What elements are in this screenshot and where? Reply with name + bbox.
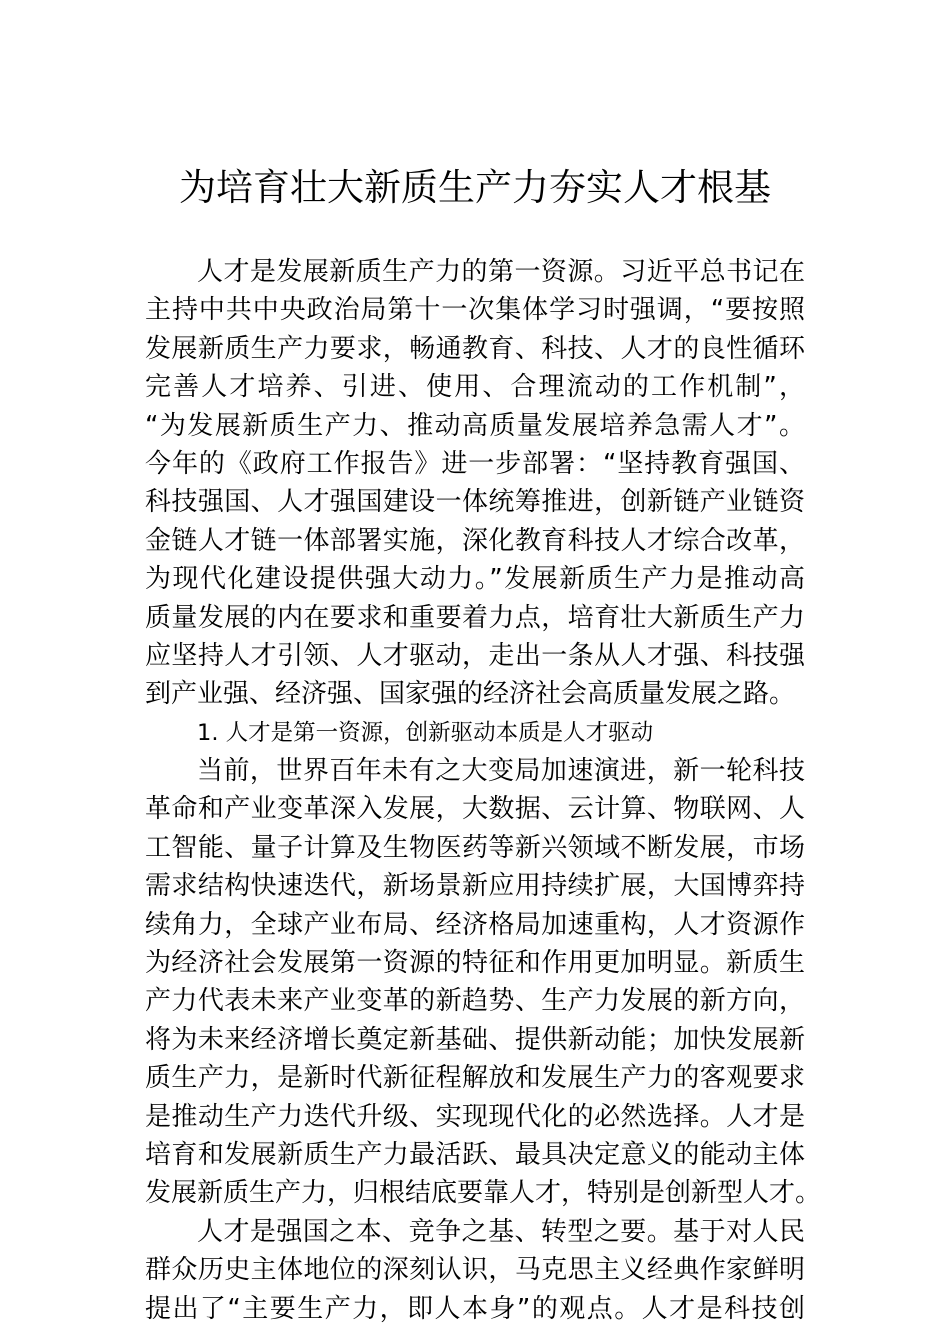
text-line: 今年的《政府工作报告》进一步部署：“坚持教育强国、	[145, 448, 805, 479]
text-line: 应坚持人才引领、人才驱动，走出一条从人才强、科技强	[145, 640, 805, 671]
text-line: 质生产力，是新时代新征程解放和发展生产力的客观要求	[145, 1063, 805, 1094]
text-line: 革命和产业变革深入发展，大数据、云计算、物联网、人	[145, 794, 805, 825]
text-line: 为经济社会发展第一资源的特征和作用更加明显。新质生	[145, 948, 805, 979]
text-line: “为发展新质生产力、推动高质量发展培养急需人才”。	[145, 410, 805, 441]
text-line: 群众历史主体地位的深刻认识，马克思主义经典作家鲜明	[145, 1255, 805, 1286]
text-line: 到产业强、经济强、国家强的经济社会高质量发展之路。	[145, 679, 796, 710]
text-line: 提出了“主要生产力，即人本身”的观点。人才是科技创	[145, 1293, 805, 1324]
text-line: 工智能、量子计算及生物医药等新兴领域不断发展，市场	[145, 832, 805, 863]
text-line: 主持中共中央政治局第十一次集体学习时强调，“要按照	[145, 295, 805, 326]
text-line: 当前，世界百年未有之大变局加速演进，新一轮科技	[197, 756, 805, 787]
text-line: 科技强国、人才强国建设一体统筹推进，创新链产业链资	[145, 487, 805, 518]
text-line: 为现代化建设提供强大动力。”发展新质生产力是推动高	[145, 564, 805, 595]
section-heading: 1. 人才是第一资源，创新驱动本质是人才驱动	[197, 719, 654, 746]
document-body	[145, 253, 822, 1328]
text-line: 人才是发展新质生产力的第一资源。习近平总书记在	[197, 257, 805, 287]
text-line: 质量发展的内在要求和重要着力点，培育壮大新质生产力	[145, 602, 805, 633]
text-line: 人才是强国之本、竞争之基、转型之要。基于对人民	[197, 1216, 805, 1247]
document-title: 为培育壮大新质生产力夯实人才根基	[179, 166, 771, 209]
text-line: 续角力，全球产业布局、经济格局加速重构，人才资源作	[145, 909, 805, 940]
text-line: 需求结构快速迭代，新场景新应用持续扩展，大国博弈持	[145, 871, 805, 902]
text-line: 将为未来经济增长奠定新基础、提供新动能；加快发展新	[145, 1024, 805, 1055]
text-line: 发展新质生产力，归根结底要靠人才，特别是创新型人才。	[145, 1178, 822, 1209]
text-line: 产力代表未来产业变革的新趋势、生产力发展的新方向，	[145, 986, 805, 1017]
text-line: 发展新质生产力要求，畅通教育、科技、人才的良性循环	[145, 333, 805, 364]
text-line: 是推动生产力迭代升级、实现现代化的必然选择。人才是	[145, 1101, 805, 1132]
text-line: 金链人才链一体部署实施，深化教育科技人才综合改革，	[145, 525, 805, 556]
text-line: 培育和发展新质生产力最活跃、最具决定意义的能动主体	[145, 1139, 805, 1170]
text-line: 完善人才培养、引进、使用、合理流动的工作机制”，	[145, 372, 805, 403]
